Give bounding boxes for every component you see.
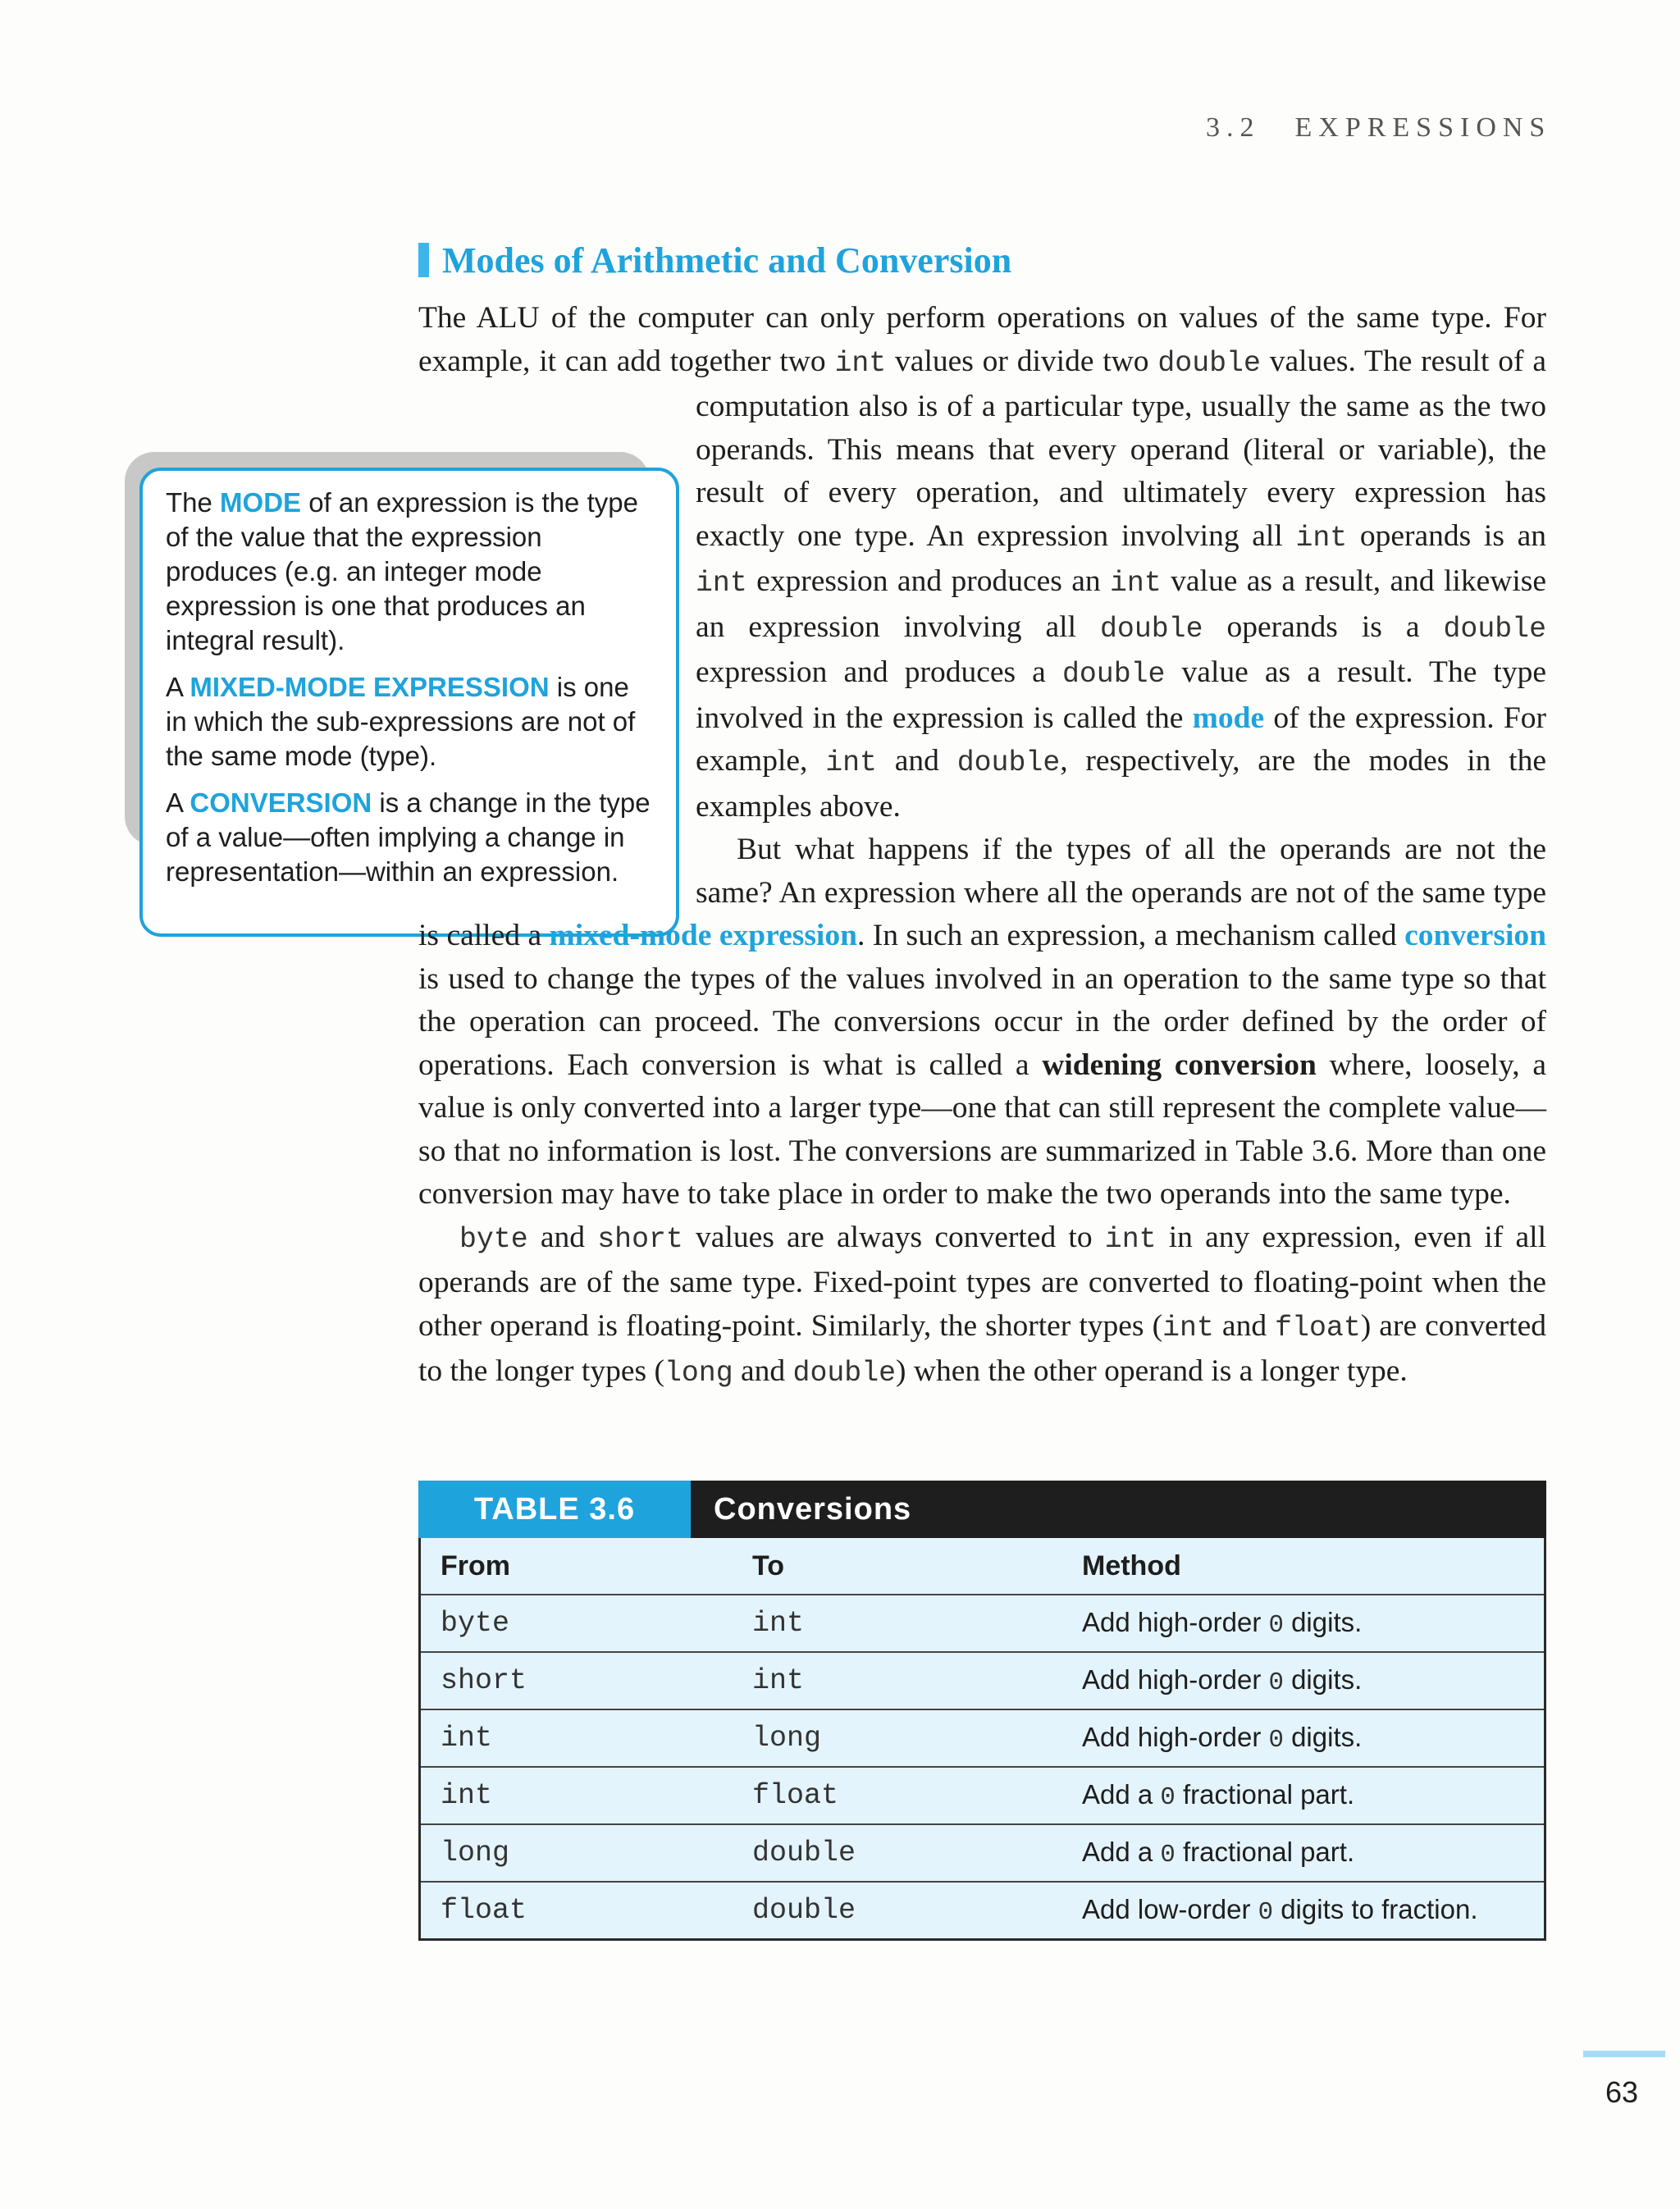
table-header-row [420, 1538, 1545, 1595]
column-header-method: Method [1062, 1538, 1545, 1595]
paragraph-1: The ALU of the computer can only perform operations on values of the same type. For example, it can add together two int values or divide two double values. The result of a computation also is of a particular type, usually the same as the two operands. This means that every operand (literal or variable), the result of every operation, and ultimately every expression has exactly one type. An expression involving all int operands is an int expression and produces an int value as a result, and likewise an expression involving all double operands is a double expression and produces a double value as a result. The type involved in the expression is called the mode of the expression. For example, int and double, respectively, are the modes in the examples above. [418, 301, 1547, 824]
definition-text: is one in which the sub-expressions are not of the same mode (type). [166, 672, 636, 771]
definition-text: of an expression is the type of the value that the expression produces (e.g. an integer mode expression is one that produces an integral result). [166, 487, 638, 655]
cell-method: Add a 0 fractional part. [1062, 1824, 1545, 1882]
body-text [418, 297, 1546, 1396]
cell-from: int [420, 1709, 733, 1767]
definition-term: MODE [220, 487, 302, 518]
cell-to: int [733, 1595, 1062, 1652]
cell-from: int [420, 1767, 733, 1824]
table-number: TABLE 3.6 [418, 1481, 691, 1538]
table-row [420, 1824, 1545, 1882]
definition-text: The [166, 487, 221, 518]
cell-from: short [420, 1652, 733, 1709]
cell-from: long [420, 1824, 733, 1882]
definition-term: MIXED-MODE EXPRESSION [189, 672, 550, 702]
table-row [420, 1709, 1545, 1767]
page-number [1583, 2051, 1665, 2110]
column-header-from: From [420, 1538, 733, 1595]
definition-text: A [166, 787, 190, 818]
definition-text: is a change in the type of a value—often implying a change in representation—within an expression. [166, 787, 651, 887]
table-title: Conversions [714, 1491, 912, 1527]
table-header-bar [418, 1481, 1546, 1538]
running-head [1206, 112, 1551, 144]
cell-to: double [733, 1882, 1062, 1940]
section-heading [418, 240, 1011, 281]
paragraph-3: byte and short values are always converted to int in any expression, even if all operands are of the same type. Fixed-point types are converted to floating-point when the other operand is floating-point. Similarly, the shorter types (int and float) are converted to the longer types (long and double) when the other operand is a longer type. [418, 1220, 1546, 1390]
section-number: 3.2 [1206, 112, 1261, 143]
cell-method: Add high-order 0 digits. [1062, 1709, 1545, 1767]
cell-method: Add high-order 0 digits. [1062, 1652, 1545, 1709]
table-row [420, 1767, 1545, 1824]
table-row [420, 1595, 1545, 1652]
cell-to: float [733, 1767, 1062, 1824]
table-row [420, 1882, 1545, 1940]
section-heading-text: Modes of Arithmetic and Conversion [442, 240, 1012, 281]
definition-term: CONVERSION [189, 787, 372, 818]
cell-to: double [733, 1824, 1062, 1882]
heading-bar [418, 243, 429, 277]
chapter-section-title: EXPRESSIONS [1294, 112, 1552, 143]
cell-from: byte [420, 1595, 733, 1652]
conversions-table [418, 1481, 1546, 1941]
definition-text: A [166, 672, 190, 702]
column-header-to: To [733, 1538, 1062, 1595]
cell-method: Add a 0 fractional part. [1062, 1767, 1545, 1824]
cell-to: long [733, 1709, 1062, 1767]
paragraph-2: But what happens if the types of all the operands are not the same? An expression where all the operands are not of the same type is called a mixed-mode expression. In such an expression, a mechanism called conversion is used to change the types of the values involved in an operation to the same type so that the operation can proceed. The conversions occur in the order defined by the order of operations. Each conversion is what is called a widening conversion where, loosely, a value is only converted into a larger type—one that can still represent the complete value—so that no information is lost. The conversions are summarized in Table 3.6. More than one conversion may have to take place in order to make the two operands into the same type. [418, 833, 1546, 1211]
cell-method: Add high-order 0 digits. [1062, 1595, 1545, 1652]
sidebar-wrap-space [417, 426, 696, 900]
table-row [420, 1652, 1545, 1709]
cell-from: float [420, 1882, 733, 1940]
cell-to: int [733, 1652, 1062, 1709]
page-number-rule [1583, 2051, 1665, 2057]
cell-method: Add low-order 0 digits to fraction. [1062, 1882, 1545, 1940]
table-body [418, 1538, 1546, 1941]
page-number-text: 63 [1605, 2075, 1639, 2109]
